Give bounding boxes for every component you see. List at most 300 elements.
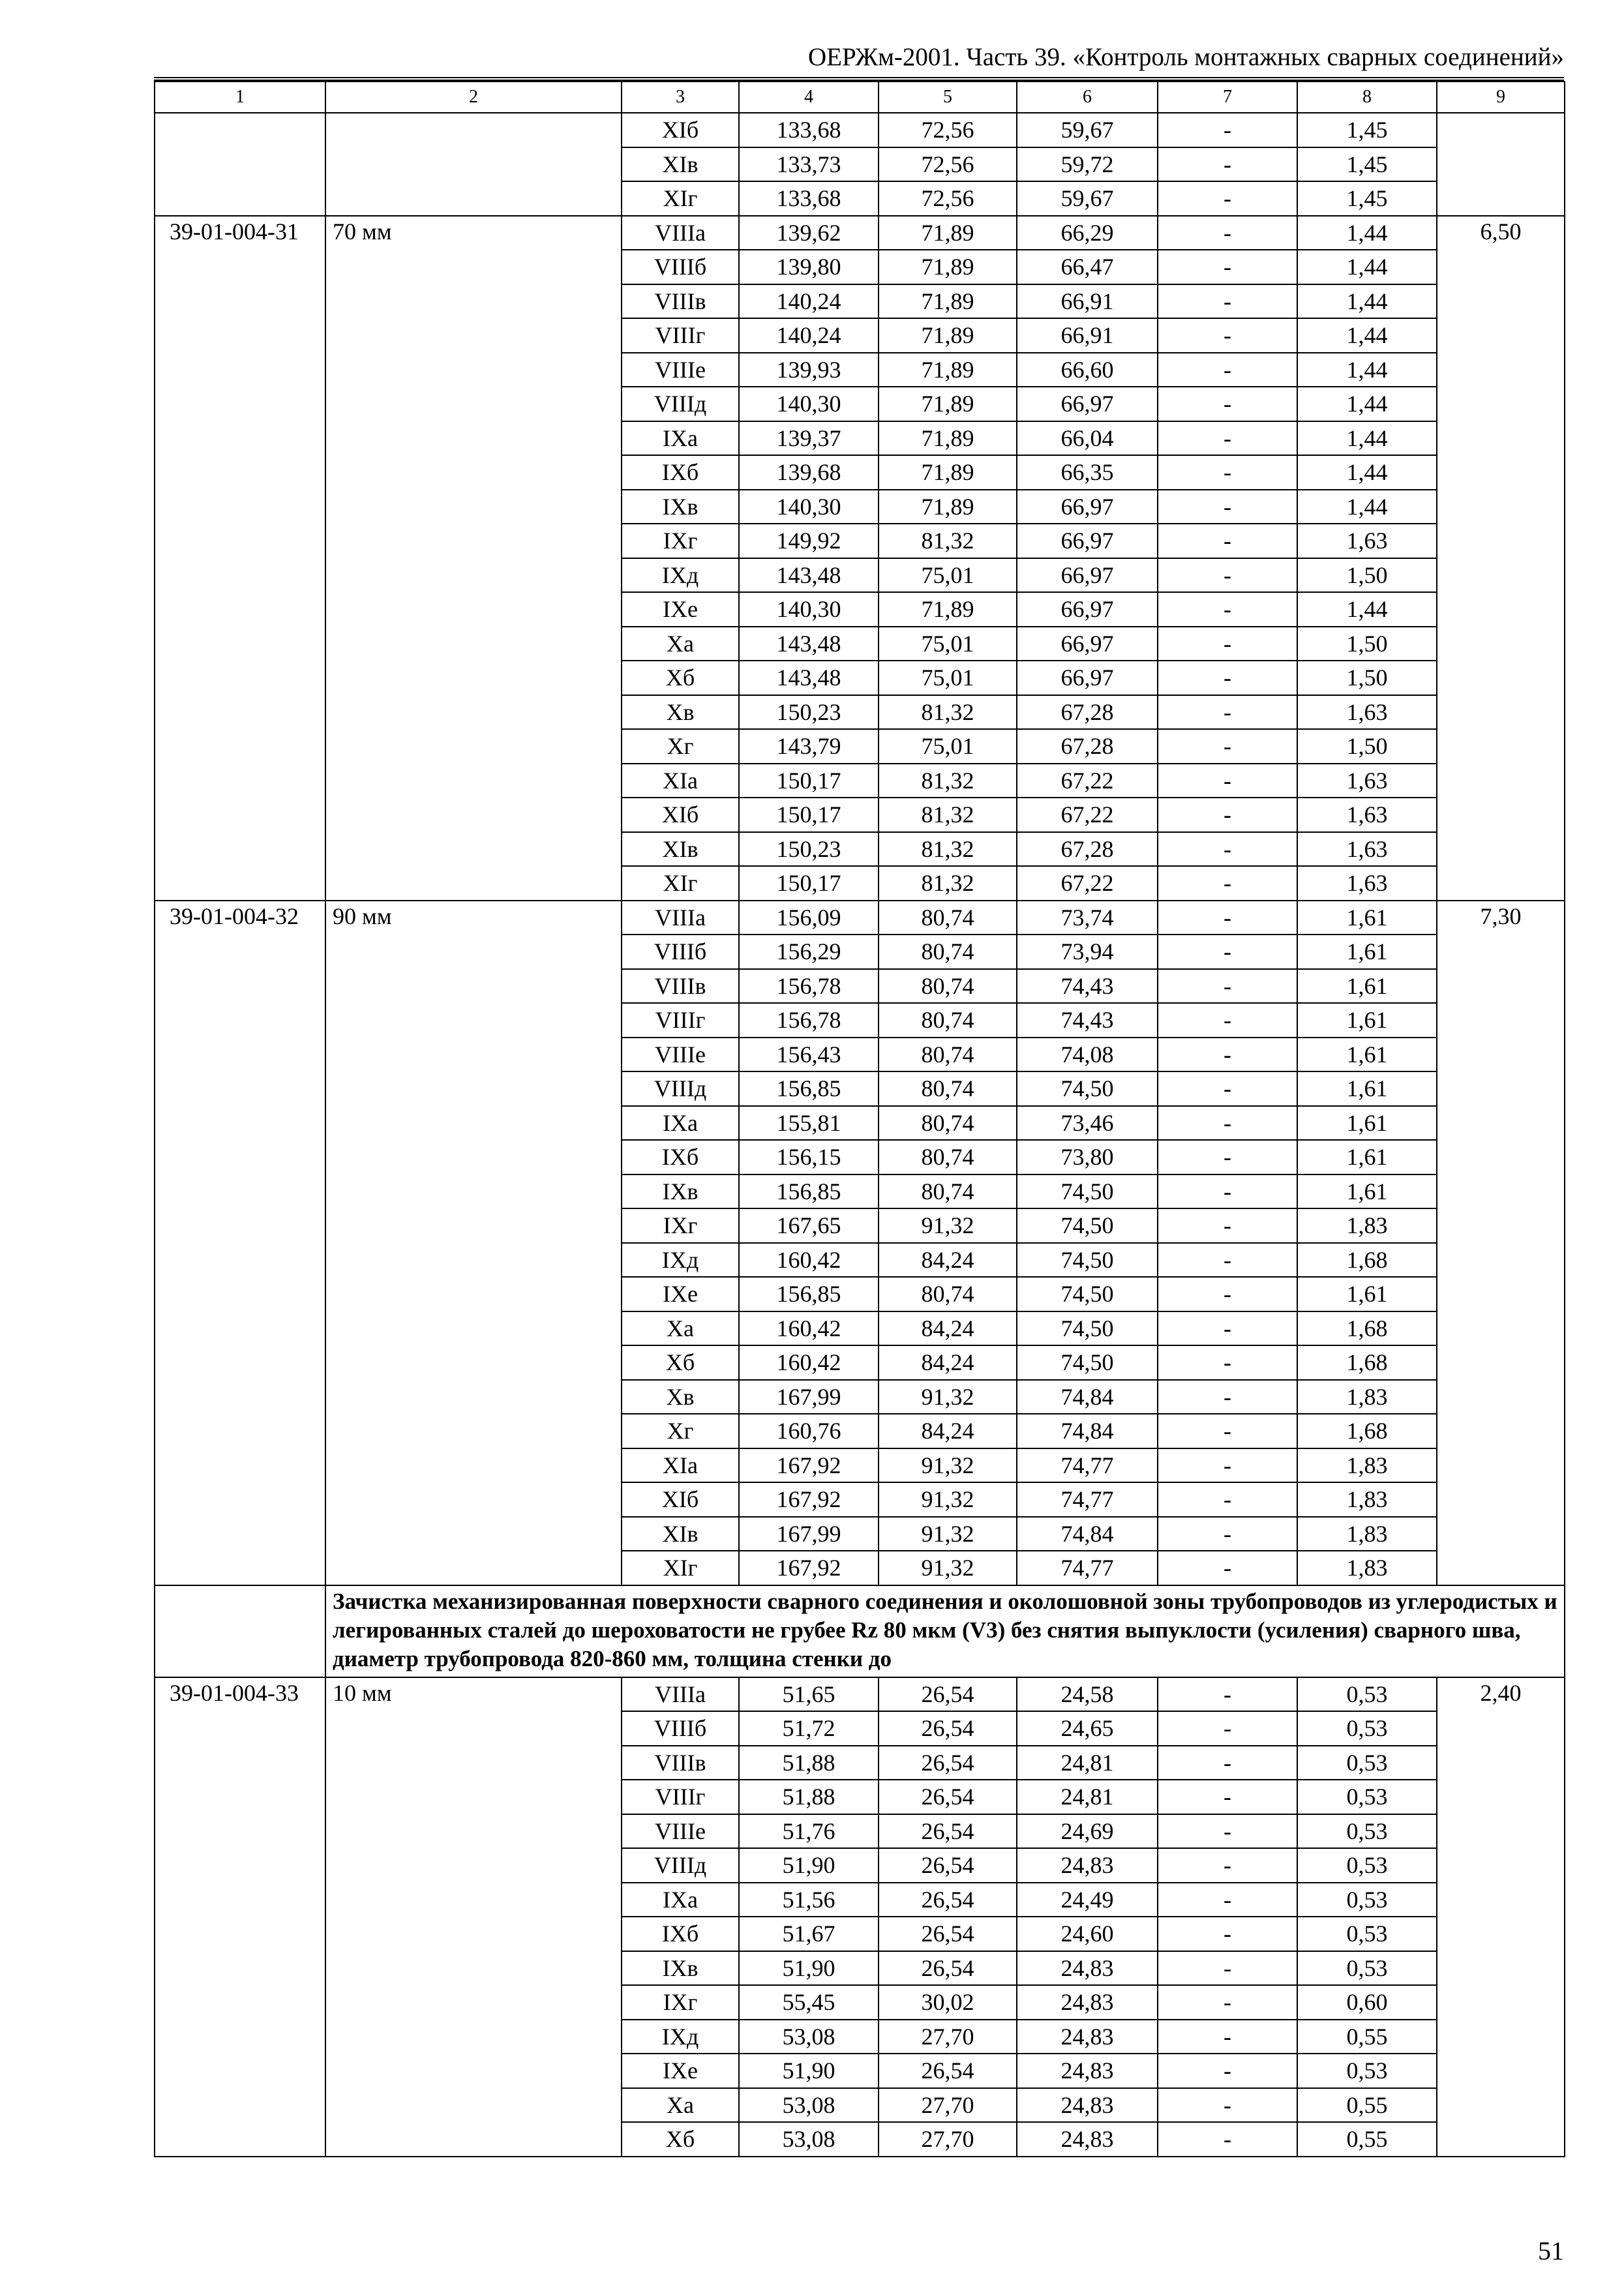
zone-cell: IXг [622, 1985, 739, 2020]
value-col6: 66,97 [1017, 524, 1158, 558]
value-col6: 66,91 [1017, 284, 1158, 319]
value-col8: 0,53 [1297, 1780, 1437, 1814]
column-number: 2 [325, 82, 622, 113]
value-col4: 51,90 [739, 1951, 879, 1986]
value-col5: 72,56 [879, 181, 1017, 216]
zone-cell: IXг [622, 524, 739, 558]
value-col6: 66,47 [1017, 250, 1158, 284]
rate-code: 39-01-004-31 [155, 216, 325, 901]
value-col7: - [1158, 1243, 1297, 1278]
value-col6: 59,67 [1017, 181, 1158, 216]
value-col4: 156,85 [739, 1277, 879, 1311]
zone-cell: Xв [622, 1380, 739, 1414]
value-col5: 80,74 [879, 1277, 1017, 1311]
value-col5: 81,32 [879, 798, 1017, 832]
zone-cell: IXб [622, 1917, 739, 1951]
value-col4: 53,08 [739, 2122, 879, 2157]
value-col7: - [1158, 1311, 1297, 1346]
value-col6: 24,60 [1017, 1917, 1158, 1951]
value-col6: 74,43 [1017, 969, 1158, 1004]
value-col4: 156,85 [739, 1071, 879, 1106]
value-col4: 167,92 [739, 1482, 879, 1517]
value-col4: 55,45 [739, 1985, 879, 2020]
value-col6: 74,43 [1017, 1003, 1158, 1038]
value-col6: 66,97 [1017, 558, 1158, 593]
value-col7: - [1158, 387, 1297, 421]
value-col5: 26,54 [879, 1677, 1017, 1712]
zone-cell: Xг [622, 729, 739, 764]
value-col6: 74,50 [1017, 1071, 1158, 1106]
column-number: 4 [739, 82, 879, 113]
value-col6: 74,50 [1017, 1345, 1158, 1380]
value-col4: 156,09 [739, 901, 879, 935]
running-header: ОЕРЖм-2001. Часть 39. «Контроль монтажных сварных соединений» [154, 38, 1564, 78]
value-col4: 160,76 [739, 1414, 879, 1448]
zone-cell: IXа [622, 421, 739, 456]
value-col7: - [1158, 1208, 1297, 1243]
zone-cell: VIIIд [622, 387, 739, 421]
column-number: 5 [879, 82, 1017, 113]
value-col6: 24,49 [1017, 1883, 1158, 1917]
value-col4: 139,62 [739, 216, 879, 250]
value-col8: 1,61 [1297, 935, 1437, 969]
value-col7: - [1158, 2020, 1297, 2054]
zone-cell: Xб [622, 2122, 739, 2157]
value-col4: 139,68 [739, 455, 879, 490]
value-col4: 51,76 [739, 1814, 879, 1849]
value-col8: 1,50 [1297, 729, 1437, 764]
value-col8: 1,61 [1297, 1038, 1437, 1072]
value-col5: 84,24 [879, 1414, 1017, 1448]
value-col4: 133,68 [739, 113, 879, 147]
zone-cell: IXа [622, 1883, 739, 1917]
value-col7: - [1158, 661, 1297, 695]
value-col7: - [1158, 181, 1297, 216]
zone-cell: VIIIг [622, 1780, 739, 1814]
value-col6: 66,97 [1017, 592, 1158, 627]
value-col9: 6,50 [1437, 216, 1565, 901]
value-col8: 1,68 [1297, 1311, 1437, 1346]
value-col6: 73,74 [1017, 901, 1158, 935]
value-col5: 26,54 [879, 1780, 1017, 1814]
column-number: 1 [155, 82, 325, 113]
value-col7: - [1158, 250, 1297, 284]
value-col8: 0,53 [1297, 1917, 1437, 1951]
value-col8: 0,60 [1297, 1985, 1437, 2020]
value-col7: - [1158, 1038, 1297, 1072]
value-col8: 1,44 [1297, 284, 1437, 319]
value-col6: 67,22 [1017, 764, 1158, 798]
value-col6: 67,28 [1017, 695, 1158, 730]
value-col6: 24,81 [1017, 1780, 1158, 1814]
value-col4: 167,99 [739, 1380, 879, 1414]
value-col4: 156,29 [739, 935, 879, 969]
value-col8: 1,45 [1297, 181, 1437, 216]
value-col5: 71,89 [879, 216, 1017, 250]
value-col4: 139,80 [739, 250, 879, 284]
value-col6: 24,83 [1017, 1951, 1158, 1986]
value-col4: 160,42 [739, 1243, 879, 1278]
value-col5: 27,70 [879, 2020, 1017, 2054]
value-col9: 2,40 [1437, 1677, 1565, 2157]
zone-cell: VIIIв [622, 284, 739, 319]
value-col7: - [1158, 524, 1297, 558]
zone-cell: XIб [622, 798, 739, 832]
value-col8: 1,44 [1297, 318, 1437, 353]
value-col7: - [1158, 1780, 1297, 1814]
value-col9 [1437, 113, 1565, 216]
value-col6: 74,50 [1017, 1174, 1158, 1209]
value-col5: 30,02 [879, 1985, 1017, 2020]
value-col5: 75,01 [879, 729, 1017, 764]
section-description: Зачистка механизированная поверхности сварного соединения и околошовной зоны трубопроводов из углеродистых и легированных сталей до шероховатости не грубее Rz 80 мкм (V3) без снятия выпуклости (усиления) сварного шва, диаметр трубопровода 820-860 мм, толщина стенки до [325, 1585, 1565, 1677]
value-col5: 71,89 [879, 421, 1017, 456]
value-col5: 80,74 [879, 1174, 1017, 1209]
table-row [155, 1677, 1565, 1712]
value-col5: 80,74 [879, 1038, 1017, 1072]
value-col6: 74,50 [1017, 1208, 1158, 1243]
value-col7: - [1158, 969, 1297, 1004]
zone-cell: IXе [622, 2054, 739, 2088]
value-col5: 81,32 [879, 866, 1017, 901]
value-col8: 1,61 [1297, 969, 1437, 1004]
value-col4: 140,30 [739, 490, 879, 524]
value-col4: 156,78 [739, 1003, 879, 1038]
zone-cell: XIг [622, 181, 739, 216]
value-col8: 1,61 [1297, 1140, 1437, 1174]
value-col8: 1,61 [1297, 1106, 1437, 1141]
zone-cell: IXб [622, 1140, 739, 1174]
zone-cell: IXг [622, 1208, 739, 1243]
column-number-row [155, 82, 1565, 113]
zone-cell: XIг [622, 1551, 739, 1585]
value-col8: 1,44 [1297, 353, 1437, 387]
value-col8: 0,55 [1297, 2020, 1437, 2054]
value-col7: - [1158, 421, 1297, 456]
value-col8: 0,53 [1297, 1711, 1437, 1746]
value-col7: - [1158, 2054, 1297, 2088]
zone-cell: Xб [622, 661, 739, 695]
value-col8: 0,55 [1297, 2122, 1437, 2157]
value-col6: 24,83 [1017, 1985, 1158, 2020]
value-col7: - [1158, 1517, 1297, 1551]
value-col8: 1,44 [1297, 421, 1437, 456]
value-col7: - [1158, 1551, 1297, 1585]
value-col6: 66,97 [1017, 387, 1158, 421]
value-col6: 59,72 [1017, 147, 1158, 182]
section-spacer [155, 1585, 325, 1677]
page-number: 51 [1538, 2236, 1564, 2266]
value-col6: 74,08 [1017, 1038, 1158, 1072]
value-col6: 74,50 [1017, 1243, 1158, 1278]
value-col8: 1,68 [1297, 1243, 1437, 1278]
value-col8: 1,45 [1297, 147, 1437, 182]
value-col5: 84,24 [879, 1345, 1017, 1380]
value-col5: 26,54 [879, 1848, 1017, 1883]
table-row [155, 113, 1565, 147]
value-col6: 59,67 [1017, 113, 1158, 147]
value-col7: - [1158, 147, 1297, 182]
value-col7: - [1158, 592, 1297, 627]
value-col4: 150,17 [739, 866, 879, 901]
value-col4: 133,68 [739, 181, 879, 216]
value-col5: 81,32 [879, 764, 1017, 798]
value-col4: 167,65 [739, 1208, 879, 1243]
value-col6: 66,97 [1017, 490, 1158, 524]
value-col6: 67,28 [1017, 832, 1158, 867]
value-col7: - [1158, 695, 1297, 730]
value-col4: 150,23 [739, 832, 879, 867]
value-col7: - [1158, 558, 1297, 593]
value-col7: - [1158, 490, 1297, 524]
value-col6: 24,65 [1017, 1711, 1158, 1746]
value-col6: 24,83 [1017, 2088, 1158, 2123]
zone-cell: IXд [622, 558, 739, 593]
value-col7: - [1158, 1985, 1297, 2020]
value-col5: 26,54 [879, 1883, 1017, 1917]
value-col4: 160,42 [739, 1345, 879, 1380]
value-col6: 73,46 [1017, 1106, 1158, 1141]
zone-cell: VIIIб [622, 1711, 739, 1746]
value-col7: - [1158, 764, 1297, 798]
value-col4: 140,24 [739, 318, 879, 353]
zone-cell: VIIIг [622, 318, 739, 353]
zone-cell: Xг [622, 1414, 739, 1448]
value-col7: - [1158, 284, 1297, 319]
value-col5: 91,32 [879, 1208, 1017, 1243]
value-col4: 139,93 [739, 353, 879, 387]
value-col7: - [1158, 2088, 1297, 2123]
value-col8: 1,83 [1297, 1517, 1437, 1551]
zone-cell: XIб [622, 1482, 739, 1517]
value-col5: 71,89 [879, 284, 1017, 319]
value-col6: 66,97 [1017, 661, 1158, 695]
value-col7: - [1158, 1848, 1297, 1883]
value-col8: 1,61 [1297, 1174, 1437, 1209]
value-col5: 80,74 [879, 1106, 1017, 1141]
value-col4: 51,65 [739, 1677, 879, 1712]
value-col5: 81,32 [879, 832, 1017, 867]
zone-cell: VIIIб [622, 250, 739, 284]
value-col5: 84,24 [879, 1243, 1017, 1278]
value-col7: - [1158, 1711, 1297, 1746]
value-col4: 51,72 [739, 1711, 879, 1746]
value-col4: 160,42 [739, 1311, 879, 1346]
value-col4: 156,78 [739, 969, 879, 1004]
value-col6: 74,50 [1017, 1311, 1158, 1346]
value-col8: 0,53 [1297, 1677, 1437, 1712]
column-number: 8 [1297, 82, 1437, 113]
rate-code: 39-01-004-33 [155, 1677, 325, 2157]
value-col5: 80,74 [879, 969, 1017, 1004]
value-col4: 150,17 [739, 764, 879, 798]
value-col5: 27,70 [879, 2122, 1017, 2157]
value-col8: 1,63 [1297, 798, 1437, 832]
zone-cell: IXа [622, 1106, 739, 1141]
value-col5: 81,32 [879, 695, 1017, 730]
value-col5: 26,54 [879, 1711, 1017, 1746]
section-row [155, 1585, 1565, 1677]
value-col5: 71,89 [879, 592, 1017, 627]
value-col7: - [1158, 1883, 1297, 1917]
value-col7: - [1158, 866, 1297, 901]
value-col6: 73,80 [1017, 1140, 1158, 1174]
zone-cell: XIа [622, 764, 739, 798]
zone-cell: VIIIв [622, 969, 739, 1004]
value-col8: 1,44 [1297, 250, 1437, 284]
wall-thickness: 70 мм [325, 216, 622, 901]
zone-cell: Xа [622, 627, 739, 661]
value-col5: 26,54 [879, 1917, 1017, 1951]
column-number: 6 [1017, 82, 1158, 113]
value-col6: 74,77 [1017, 1551, 1158, 1585]
value-col8: 1,68 [1297, 1345, 1437, 1380]
value-col8: 0,53 [1297, 1814, 1437, 1849]
value-col4: 167,99 [739, 1517, 879, 1551]
value-col4: 53,08 [739, 2088, 879, 2123]
table-row [155, 901, 1565, 935]
value-col5: 91,32 [879, 1482, 1017, 1517]
zone-cell: XIа [622, 1448, 739, 1483]
value-col6: 74,50 [1017, 1277, 1158, 1311]
zone-cell: VIIIд [622, 1848, 739, 1883]
value-col6: 67,22 [1017, 798, 1158, 832]
value-col6: 24,83 [1017, 2122, 1158, 2157]
zone-cell: XIв [622, 1517, 739, 1551]
value-col6: 66,91 [1017, 318, 1158, 353]
value-col8: 1,83 [1297, 1380, 1437, 1414]
value-col5: 91,32 [879, 1551, 1017, 1585]
zone-cell: IXв [622, 1951, 739, 1986]
value-col7: - [1158, 318, 1297, 353]
value-col5: 91,32 [879, 1380, 1017, 1414]
value-col7: - [1158, 1003, 1297, 1038]
value-col7: - [1158, 2122, 1297, 2157]
value-col8: 1,83 [1297, 1551, 1437, 1585]
value-col6: 66,35 [1017, 455, 1158, 490]
value-col5: 80,74 [879, 1003, 1017, 1038]
value-col5: 75,01 [879, 558, 1017, 593]
value-col4: 51,88 [739, 1780, 879, 1814]
value-col7: - [1158, 798, 1297, 832]
value-col8: 1,50 [1297, 627, 1437, 661]
value-col5: 26,54 [879, 1746, 1017, 1780]
value-col4: 51,88 [739, 1746, 879, 1780]
value-col6: 67,28 [1017, 729, 1158, 764]
value-col5: 80,74 [879, 935, 1017, 969]
zone-cell: XIв [622, 147, 739, 182]
value-col4: 139,37 [739, 421, 879, 456]
value-col8: 1,83 [1297, 1208, 1437, 1243]
value-col4: 51,67 [739, 1917, 879, 1951]
zone-cell: IXе [622, 1277, 739, 1311]
value-col5: 71,89 [879, 455, 1017, 490]
value-col4: 51,90 [739, 1848, 879, 1883]
value-col5: 71,89 [879, 490, 1017, 524]
value-col6: 67,22 [1017, 866, 1158, 901]
value-col7: - [1158, 901, 1297, 935]
zone-cell: VIIIв [622, 1746, 739, 1780]
value-col7: - [1158, 1174, 1297, 1209]
value-col7: - [1158, 1071, 1297, 1106]
value-col4: 155,81 [739, 1106, 879, 1141]
value-col6: 24,83 [1017, 2020, 1158, 2054]
value-col7: - [1158, 1414, 1297, 1448]
value-col7: - [1158, 1277, 1297, 1311]
value-col7: - [1158, 729, 1297, 764]
zone-cell: IXв [622, 490, 739, 524]
value-col8: 1,83 [1297, 1448, 1437, 1483]
value-col8: 1,63 [1297, 866, 1437, 901]
value-col8: 1,50 [1297, 558, 1437, 593]
value-col9: 7,30 [1437, 901, 1565, 1585]
value-col8: 0,53 [1297, 1951, 1437, 1986]
value-col8: 1,61 [1297, 1003, 1437, 1038]
value-col6: 24,69 [1017, 1814, 1158, 1849]
value-col8: 0,53 [1297, 1848, 1437, 1883]
value-col6: 73,94 [1017, 935, 1158, 969]
value-col4: 143,79 [739, 729, 879, 764]
value-col8: 1,44 [1297, 490, 1437, 524]
value-col4: 140,30 [739, 592, 879, 627]
zone-cell: IXд [622, 1243, 739, 1278]
value-col8: 1,44 [1297, 455, 1437, 490]
value-col4: 143,48 [739, 558, 879, 593]
value-col4: 133,73 [739, 147, 879, 182]
zone-cell: IXв [622, 1174, 739, 1209]
value-col5: 75,01 [879, 661, 1017, 695]
value-col4: 150,17 [739, 798, 879, 832]
value-col5: 72,56 [879, 147, 1017, 182]
value-col5: 71,89 [879, 387, 1017, 421]
column-number: 7 [1158, 82, 1297, 113]
value-col8: 1,45 [1297, 113, 1437, 147]
zone-cell: VIIIа [622, 901, 739, 935]
value-col6: 74,84 [1017, 1414, 1158, 1448]
value-col8: 1,44 [1297, 216, 1437, 250]
zone-cell: VIIIе [622, 353, 739, 387]
value-col4: 143,48 [739, 627, 879, 661]
value-col6: 74,84 [1017, 1380, 1158, 1414]
zone-cell: IXб [622, 455, 739, 490]
value-col5: 72,56 [879, 113, 1017, 147]
zone-cell: VIIIд [622, 1071, 739, 1106]
value-col5: 71,89 [879, 318, 1017, 353]
value-col6: 74,77 [1017, 1482, 1158, 1517]
value-col7: - [1158, 1345, 1297, 1380]
value-col4: 149,92 [739, 524, 879, 558]
zone-cell: Xа [622, 1311, 739, 1346]
value-col8: 1,61 [1297, 901, 1437, 935]
value-col7: - [1158, 1448, 1297, 1483]
value-col7: - [1158, 455, 1297, 490]
zone-cell: VIIIе [622, 1038, 739, 1072]
zone-cell: VIIIг [622, 1003, 739, 1038]
value-col4: 156,85 [739, 1174, 879, 1209]
value-col6: 66,29 [1017, 216, 1158, 250]
rates-table [154, 81, 1565, 2157]
value-col7: - [1158, 832, 1297, 867]
value-col4: 143,48 [739, 661, 879, 695]
zone-cell: Xб [622, 1345, 739, 1380]
value-col6: 74,84 [1017, 1517, 1158, 1551]
value-col8: 1,63 [1297, 832, 1437, 867]
value-col7: - [1158, 935, 1297, 969]
wall-thickness: 90 мм [325, 901, 622, 1585]
value-col4: 53,08 [739, 2020, 879, 2054]
value-col8: 1,61 [1297, 1277, 1437, 1311]
rate-code: 39-01-004-32 [155, 901, 325, 1585]
